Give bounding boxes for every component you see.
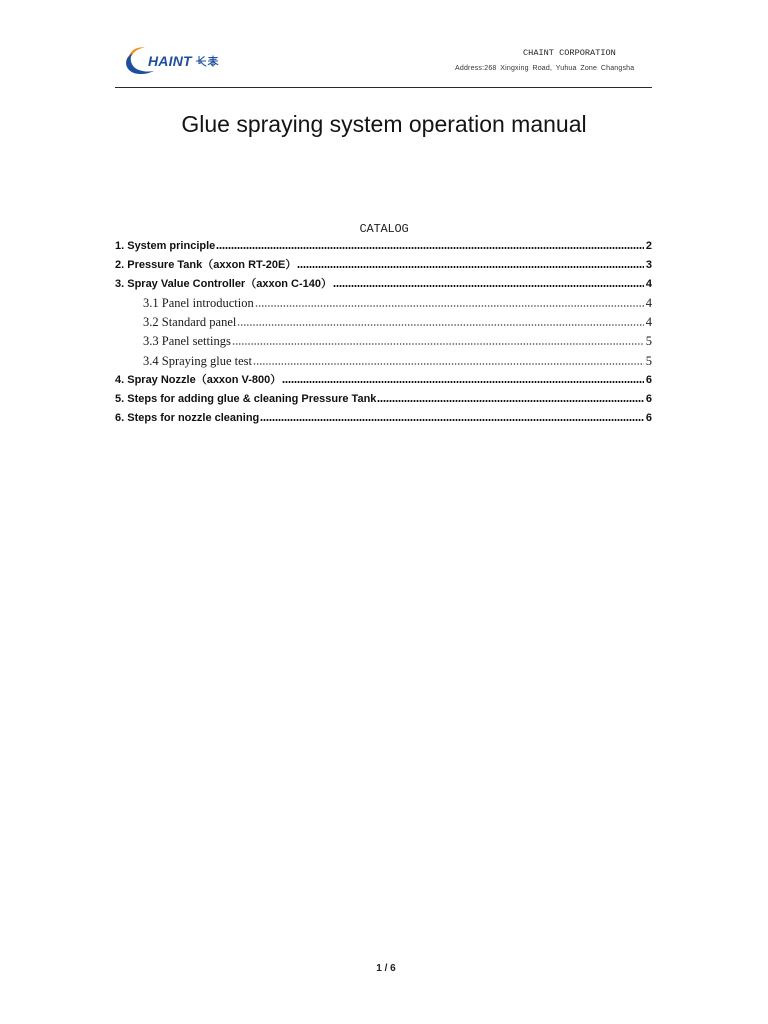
company-address: Address:268 Xingxing Road, Yuhua Zone Changsha xyxy=(455,65,635,72)
dot-leader xyxy=(333,285,644,287)
logo-char-tai xyxy=(208,56,217,66)
toc-subentry-title: 3.4 Spraying glue test xyxy=(143,353,253,368)
dot-leader xyxy=(255,305,644,307)
catalog-heading: CATALOG xyxy=(359,222,409,236)
toc-subentry-title: 3.3 Panel settings xyxy=(143,334,231,349)
toc-page-number: 5 xyxy=(645,353,652,368)
toc-subentry-title: 3.1 Panel introduction xyxy=(143,296,254,311)
swoosh-orange-arc xyxy=(129,47,145,56)
toc-page-number: 5 xyxy=(645,334,652,349)
header-divider xyxy=(115,87,652,88)
toc-page-number: 6 xyxy=(645,373,652,386)
dot-leader xyxy=(237,324,643,326)
dot-leader xyxy=(260,419,644,421)
company-logo xyxy=(122,42,222,78)
toc-entry xyxy=(115,409,652,428)
toc-entry-title: 1. System principle xyxy=(115,240,216,252)
toc-entry xyxy=(115,275,652,294)
toc-page-number: 4 xyxy=(645,296,652,311)
dot-leader xyxy=(282,381,644,383)
toc-entry-title: 5. Steps for adding glue & cleaning Pressure Tank xyxy=(115,392,377,405)
toc-entry xyxy=(115,390,652,409)
page-indicator: 1 / 6 xyxy=(376,963,396,974)
toc-subentry xyxy=(115,294,652,313)
toc-page-number: 6 xyxy=(645,411,652,424)
toc-subentry xyxy=(115,352,652,371)
dot-leader xyxy=(297,266,644,268)
table-of-contents xyxy=(115,237,652,428)
toc-entry xyxy=(115,237,652,256)
logo-chinese-lettering xyxy=(197,56,218,66)
toc-entry xyxy=(115,256,652,275)
dot-leader xyxy=(232,343,644,345)
toc-entry-title: 3. Spray Value Controller（axxon C-140） xyxy=(115,278,333,291)
toc-page-number: 3 xyxy=(645,259,652,272)
dot-leader xyxy=(216,247,644,249)
toc-subentry-title: 3.2 Standard panel xyxy=(143,315,237,330)
toc-page-number: 2 xyxy=(645,240,652,252)
toc-entry-title: 4. Spray Nozzle（axxon V-800） xyxy=(115,373,282,386)
dot-leader xyxy=(253,363,644,365)
document-title: Glue spraying system operation manual xyxy=(181,111,587,137)
toc-page-number: 4 xyxy=(645,315,652,330)
toc-entry-title: 2. Pressure Tank（axxon RT-20E） xyxy=(115,259,297,272)
toc-subentry xyxy=(115,332,652,351)
toc-entry-title: 6. Steps for nozzle cleaning xyxy=(115,411,260,424)
company-name: CHAINT CORPORATION xyxy=(523,48,616,58)
toc-subentry xyxy=(115,313,652,332)
toc-entry xyxy=(115,371,652,390)
logo-char-chang xyxy=(197,57,206,67)
toc-page-number: 4 xyxy=(645,278,652,291)
dot-leader xyxy=(377,400,643,402)
logo-wordmark: HAINT xyxy=(148,53,192,69)
toc-page-number: 6 xyxy=(645,392,652,405)
